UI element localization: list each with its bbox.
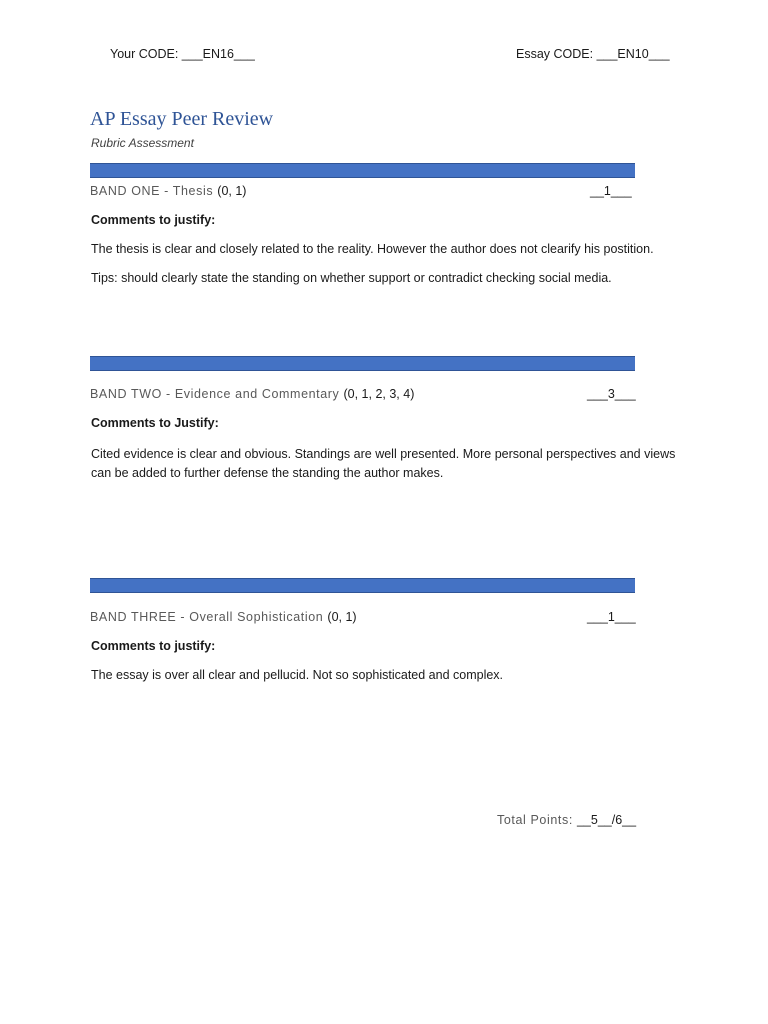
band-three-comment: The essay is over all clear and pellucid. Not so sophisticated and complex. — [91, 668, 504, 682]
total-points — [497, 813, 636, 827]
band-one-comments-label: Comments to justify: — [91, 213, 216, 227]
total-points-value: __5__/6__ — [576, 813, 637, 827]
band-one-comment: The thesis is clear and closely related to the reality. However the author does not clearify his postition. — [91, 242, 654, 256]
band-two-heading — [90, 387, 414, 401]
band-one-tip: Tips: should clearly state the standing on whether support or contradict checking social media. — [91, 271, 612, 285]
band-two-range: (0, 1, 2, 3, 4) — [343, 387, 415, 401]
band-two-score: ___3___ — [587, 387, 636, 401]
band-one-name: BAND ONE - Thesis — [90, 184, 214, 198]
band-one-heading — [90, 184, 246, 198]
band-three-comments-label: Comments to justify: — [91, 639, 216, 653]
band-two-comments-label: Comments to Justify: — [91, 416, 219, 430]
band-three-range: (0, 1) — [327, 610, 357, 624]
band-two-divider — [90, 356, 635, 371]
essay-code: Essay CODE: ___EN10___ — [516, 47, 670, 61]
band-two-comment: Cited evidence is clear and obvious. Standings are well presented. More personal perspectives and views can be added to further defense the standing the author makes. — [91, 447, 676, 480]
page-subtitle: Rubric Assessment — [91, 136, 194, 150]
page-title: AP Essay Peer Review — [90, 108, 274, 130]
band-three-heading — [90, 610, 357, 624]
band-one-score: __1___ — [590, 184, 632, 198]
band-one-divider — [90, 163, 635, 178]
your-code: Your CODE: ___EN16___ — [110, 47, 255, 61]
band-three-divider — [90, 578, 635, 593]
band-one-range: (0, 1) — [217, 184, 247, 198]
band-three-name: BAND THREE - Overall Sophistication — [90, 610, 324, 624]
total-points-label: Total Points: — [497, 813, 573, 827]
band-two-name: BAND TWO - Evidence and Commentary — [90, 387, 340, 401]
band-three-score: ___1___ — [587, 610, 636, 624]
